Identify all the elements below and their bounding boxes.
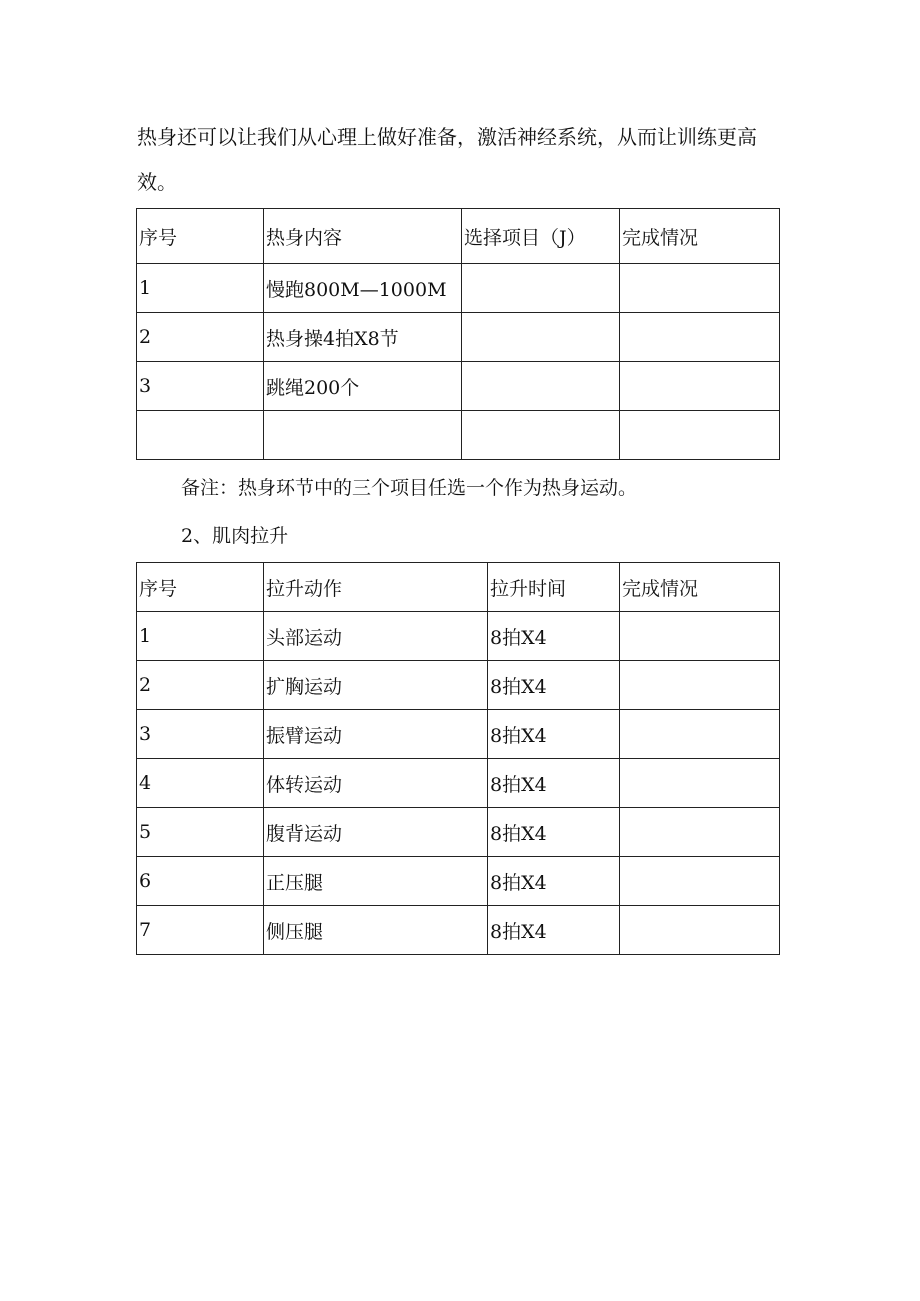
cell-status[interactable] <box>620 313 780 362</box>
table-row <box>137 362 780 411</box>
cell-index: 3 <box>137 362 264 411</box>
table-row <box>137 710 780 759</box>
header-cell-action: 拉升动作 <box>264 563 488 612</box>
cell-duration: 8拍X4 <box>488 710 620 759</box>
table-row <box>137 759 780 808</box>
cell-action: 腹背运动 <box>264 808 488 857</box>
table-header-row <box>137 563 780 612</box>
cell-action: 振臂运动 <box>264 710 488 759</box>
warmup-table <box>136 208 780 460</box>
table-row <box>137 313 780 362</box>
remark-note: 备注：热身环节中的三个项目任选一个作为热身运动。 <box>181 477 638 499</box>
cell-index: 1 <box>137 264 264 313</box>
cell-action: 扩胸运动 <box>264 661 488 710</box>
cell-duration: 8拍X4 <box>488 661 620 710</box>
cell-action: 头部运动 <box>264 612 488 661</box>
table-header-row <box>137 209 780 264</box>
cell-content <box>264 411 462 460</box>
cell-choice[interactable] <box>462 313 620 362</box>
table-row <box>137 411 780 460</box>
intro-paragraph: 热身还可以让我们从心理上做好准备，激活神经系统，从而让训练更高效。 <box>137 125 757 194</box>
cell-index: 4 <box>137 759 264 808</box>
cell-status[interactable] <box>620 362 780 411</box>
cell-index: 1 <box>137 612 264 661</box>
header-cell-status: 完成情况 <box>620 209 780 264</box>
cell-content: 热身操4拍X8节 <box>264 313 462 362</box>
cell-index: 6 <box>137 857 264 906</box>
cell-index: 2 <box>137 661 264 710</box>
cell-status[interactable] <box>620 759 780 808</box>
table-row <box>137 661 780 710</box>
table-row <box>137 857 780 906</box>
header-cell-index: 序号 <box>137 209 264 264</box>
cell-duration: 8拍X4 <box>488 808 620 857</box>
cell-duration: 8拍X4 <box>488 906 620 955</box>
cell-status[interactable] <box>620 612 780 661</box>
header-cell-index: 序号 <box>137 563 264 612</box>
cell-content: 慢跑800M—1000M <box>264 264 462 313</box>
cell-content: 跳绳200个 <box>264 362 462 411</box>
cell-status[interactable] <box>620 710 780 759</box>
cell-status[interactable] <box>620 857 780 906</box>
cell-action: 体转运动 <box>264 759 488 808</box>
header-cell-status: 完成情况 <box>620 563 780 612</box>
cell-index: 7 <box>137 906 264 955</box>
cell-action: 侧压腿 <box>264 906 488 955</box>
cell-status[interactable] <box>620 906 780 955</box>
section-heading: 2、肌肉拉升 <box>181 525 289 547</box>
cell-status[interactable] <box>620 808 780 857</box>
cell-status[interactable] <box>620 411 780 460</box>
cell-index: 5 <box>137 808 264 857</box>
header-cell-content: 热身内容 <box>264 209 462 264</box>
stretch-table <box>136 562 780 955</box>
cell-choice[interactable] <box>462 411 620 460</box>
cell-duration: 8拍X4 <box>488 612 620 661</box>
table-row <box>137 906 780 955</box>
table-row <box>137 612 780 661</box>
header-cell-duration: 拉升时间 <box>488 563 620 612</box>
cell-duration: 8拍X4 <box>488 759 620 808</box>
header-cell-choice: 选择项目（J） <box>462 209 620 264</box>
cell-index <box>137 411 264 460</box>
cell-index: 3 <box>137 710 264 759</box>
table-row <box>137 264 780 313</box>
cell-choice[interactable] <box>462 362 620 411</box>
table-row <box>137 808 780 857</box>
cell-status[interactable] <box>620 661 780 710</box>
cell-choice[interactable] <box>462 264 620 313</box>
cell-status[interactable] <box>620 264 780 313</box>
cell-action: 正压腿 <box>264 857 488 906</box>
cell-duration: 8拍X4 <box>488 857 620 906</box>
cell-index: 2 <box>137 313 264 362</box>
